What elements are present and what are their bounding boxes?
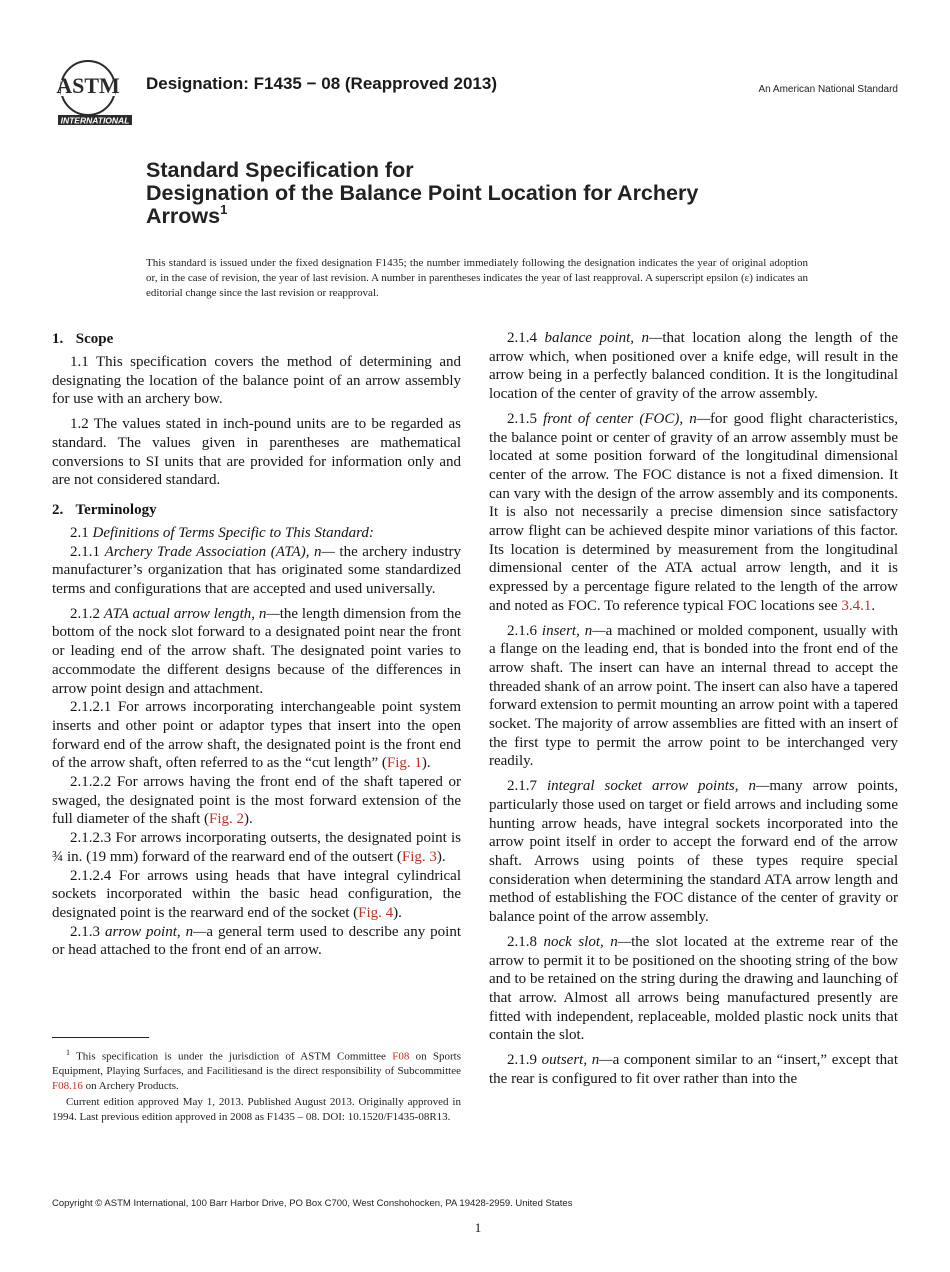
- clause-text: 2.1.2.2 For arrows having the front end of the shaft tapered or swaged, the designated point is the most forward extension of the full diameter of the shaft (: [52, 774, 461, 828]
- standard-type: An American National Standard: [758, 84, 898, 95]
- definition: many arrow points, particularly those used on target or field arrows and including some hunting arrow heads, have integral sockets incorporated into the arrow point itself in order to accept the forward end of the arrow shaft. Arrows using points of these types require special consideration when determining the standard ATA arrow length and method of establishing the FOC distance of the center of gravity or balance point of the arrow assembly.: [489, 778, 899, 926]
- footnote-text: on Archery Products.: [82, 1079, 179, 1092]
- definition: the length dimension from the bottom of the nock slot forward to a designated point near the front or leading end of the arrow shaft. The designated point varies to accommodate the different designs because of the differences in arrow point design and attachment.: [52, 605, 461, 697]
- clause-number: 2.1.9: [507, 1052, 542, 1069]
- footnotes: [52, 1046, 461, 1124]
- f08-link[interactable]: F08: [392, 1050, 410, 1063]
- logo-text: ASTM: [56, 73, 120, 98]
- designation: Designation: F1435 − 08 (Reapproved 2013): [146, 74, 497, 93]
- term: integral socket arrow points, n—: [547, 778, 770, 795]
- footnote-edition: Current edition approved May 1, 2013. Published August 2013. Originally approved in 1994. Last previous edition approved in 2008 as F1435 – 08. DOI: 10.1520/F1435-08R13.: [52, 1096, 461, 1123]
- definition: for good flight characteristics, the balance point or center of gravity of an arrow assembly must be located at some position forward of the longitudinal dimensional center of the arrow. The FOC distance is not a fixed dimension. It can vary with the design of the arrow assembly and its components. It is also not necessarily a precise dimension since satisfactory arrow flight can be achieved despite minor variations of this factor. Its location is determined by measurement from the longitudinal dimensional center of the ATA actual arrow length, and it is expressed by a percentage figure related to the length of the arrow and noted as FOC. To reference typical FOC locations see: [489, 410, 898, 614]
- fig-3-link[interactable]: Fig. 3: [401, 848, 437, 865]
- definition: the archery industry manufacturer’s organization that has originated some standardized terms and configurations that are accepted and used universally.: [52, 543, 461, 598]
- title-line-1: Standard Specification for: [146, 158, 414, 182]
- page-number: 1: [474, 1220, 482, 1235]
- term: outsert, n—: [541, 1052, 613, 1069]
- clause-text: 2.1.2.4 For arrows using heads that have integral cylindrical sockets incorporated within the basic head configuration, the designated point is the rearward end of the socket (: [52, 867, 461, 921]
- paragraph-2-1-4: [489, 329, 898, 404]
- f08-16-link[interactable]: F08.16: [52, 1079, 83, 1092]
- paragraph-2-1-3: [52, 923, 461, 960]
- paragraph-2-1-2-3: 2.1.2.3 For arrows incorporating outserts, the designated point is ¾ in. (19 mm) forward of the rearward end of the outsert (Fig. 3).: [52, 830, 461, 865]
- section-heading-terminology: [52, 500, 461, 520]
- paragraph-2-1-2-2: 2.1.2.2 For arrows having the front end of the shaft tapered or swaged, the designated point is the most forward extension of the full diameter of the shaft (Fig. 2).: [52, 774, 461, 828]
- clause-number: 2.1.2: [70, 605, 104, 622]
- section-number: 2.: [52, 501, 64, 518]
- term: balance point, n—: [544, 330, 663, 346]
- definition: a component similar to an “insert,” except that the rear is configured to fit over rather than into the: [489, 1052, 898, 1087]
- paragraph-2-1-9: [489, 1051, 898, 1088]
- footnote-text: This specification is under the jurisdiction of ASTM Committee: [70, 1050, 393, 1063]
- title-footnote-mark: 1: [220, 202, 228, 217]
- clause-text: 2.1.2.3 For arrows incorporating outserts, the designated point is ¾ in. (19 mm) forward of the rearward end of the outsert (: [52, 830, 461, 865]
- clause-number: 2.1.1: [70, 543, 105, 560]
- term: Archery Trade Association (ATA), n—: [104, 543, 335, 560]
- paragraph-2-1-1: [52, 543, 461, 599]
- section-title: Scope: [75, 331, 114, 347]
- paragraph-2-1-2-4: 2.1.2.4 For arrows using heads that have integral cylindrical sockets incorporated within the basic head configuration, the designated point is the rearward end of the socket (Fig. 4).: [52, 867, 461, 921]
- paragraph-2-1-7: [489, 777, 898, 927]
- paragraph-2-1-8: [489, 933, 898, 1045]
- section-number: 1.: [52, 331, 64, 347]
- term: nock slot, n—: [543, 933, 632, 950]
- title-line-2: Designation of the Balance Point Location for Archery: [146, 181, 699, 205]
- section-heading-scope: [52, 329, 461, 349]
- term: ATA actual arrow length, n—: [103, 605, 280, 622]
- issue-note: This standard is issued under the fixed designation F1435; the number immediately following the designation indicates the year of original adoption or, in the case of revision, the year of last revision. A number in parentheses indicates the year of last reapproval. A superscript epsilon (ε) indicates an editorial change since the last revision or reapproval.: [146, 257, 808, 299]
- paragraph-2-1-5: 2.1.5 front of center (FOC), n—for good flight characteristics, the balance point or center of gravity of an arrow assembly must be located at some position forward of the longitudinal dimensional center of the arrow. The FOC distance is not a fixed dimension. It can vary with the design of the arrow assembly and its components. It is also not necessarily a precise dimension since satisfactory arrow flight can be achieved despite minor variations of this factor. Its location is determined by measurement from the longitudinal dimensional center of the ATA actual arrow length, and it is expressed by a percentage figure related to the length of the arrow and noted as FOC. To reference typical FOC locations see 3.4.1.: [489, 410, 898, 614]
- paragraph-1-2: 1.2 The values stated in inch-pound units are to be regarded as standard. The values given in parentheses are mathematical conversions to SI units that are provided for information only and are not considered standard.: [52, 416, 461, 489]
- clause-number: 2.1.5: [507, 410, 544, 427]
- footnote-rule: [52, 1037, 149, 1038]
- clause-number: 2.1.3: [70, 923, 105, 940]
- clause-number: 2.1.8: [507, 933, 544, 950]
- clause-number: 2.1: [70, 524, 93, 541]
- clause-number: 2.1.4: [507, 330, 545, 346]
- paragraph-2-1: [52, 524, 461, 543]
- footnote-1: [52, 1046, 461, 1093]
- fig-4-link[interactable]: Fig. 4: [358, 904, 394, 921]
- clause-text: 2.1.2.1 For arrows incorporating interchangeable point system inserts and other point or adaptor types that insert into the open forward end of the arrow shaft, the designated point is the front end of the arrow shaft, often referred to as the “cut length” (: [52, 699, 461, 772]
- definition: that location along the length of the arrow which, when positioned over a knife edge, will result in the arrow being in a perfectly balanced condition. It is the longitudinal location of the center of gravity of the arrow assembly.: [489, 330, 899, 403]
- title-line-3-text: Arrows: [146, 204, 221, 228]
- left-column: [52, 329, 461, 960]
- definition: a machined or molded component, usually with a flange on the leading end, that is bonded into the front end of the arrow shaft. The insert can have an internal thread to accept the threaded shank of an arrow point. The insert can also have a tapered forward extension to permit mounting an arrow point with a tapered socket. The majority of arrow assemblies are fitted with an insert of the first type to permit the arrow point to be interchanged very readily.: [489, 622, 898, 770]
- paragraph-2-1-6: [489, 622, 898, 772]
- section-3-4-1-link[interactable]: 3.4.1: [841, 597, 872, 614]
- term: insert, n—: [541, 622, 606, 639]
- footnote-mark: 1: [66, 1048, 70, 1057]
- definition: the slot located at the extreme rear of the arrow to permit it to be positioned on the shooting string of the bow and to be retained on the string during the drawing and launching of that arrow. Almost all arrows being manufactured presently are fitted with independent, replaceable, molded plastic nock units that contain the slot.: [489, 933, 899, 1044]
- fig-1-link[interactable]: Fig. 1: [386, 755, 422, 772]
- clause-number: 2.1.7: [507, 778, 547, 795]
- section-title: Terminology: [75, 501, 157, 518]
- definition: a general term used to describe any point or head attached to the front end of an arrow.: [52, 923, 461, 959]
- title-line-3: [146, 202, 698, 228]
- document-title: [146, 159, 698, 228]
- fig-2-link[interactable]: Fig. 2: [209, 811, 245, 828]
- astm-logo: [52, 58, 136, 132]
- paragraph-2-1-2: [52, 605, 461, 699]
- footnote-text: on Sports Equipment, Playing Surfaces, and Facilitiesand is the direct responsibility of Subcommittee: [52, 1050, 462, 1078]
- copyright-notice: Copyright © ASTM International, 100 Barr Harbor Drive, PO Box C700, West Conshohocken, PA 19428-2959. United States: [52, 1198, 573, 1209]
- paragraph-2-1-2-1: 2.1.2.1 For arrows incorporating interchangeable point system inserts and other point or adaptor types that insert into the open forward end of the arrow shaft, the designated point is the front end of the arrow shaft, often referred to as the “cut length” (Fig. 1).: [52, 699, 461, 772]
- term: front of center (FOC), n—: [543, 410, 711, 427]
- term: arrow point, n—: [104, 923, 207, 940]
- paragraph-1-1: 1.1 This specification covers the method of determining and designating the location of the balance point of an arrow assembly for use with an archery bow.: [52, 354, 461, 408]
- clause-number: 2.1.6: [507, 622, 542, 639]
- clause-title: Definitions of Terms Specific to This Standard:: [92, 524, 374, 541]
- logo-subtext: INTERNATIONAL: [60, 115, 130, 126]
- right-column: [489, 329, 898, 1088]
